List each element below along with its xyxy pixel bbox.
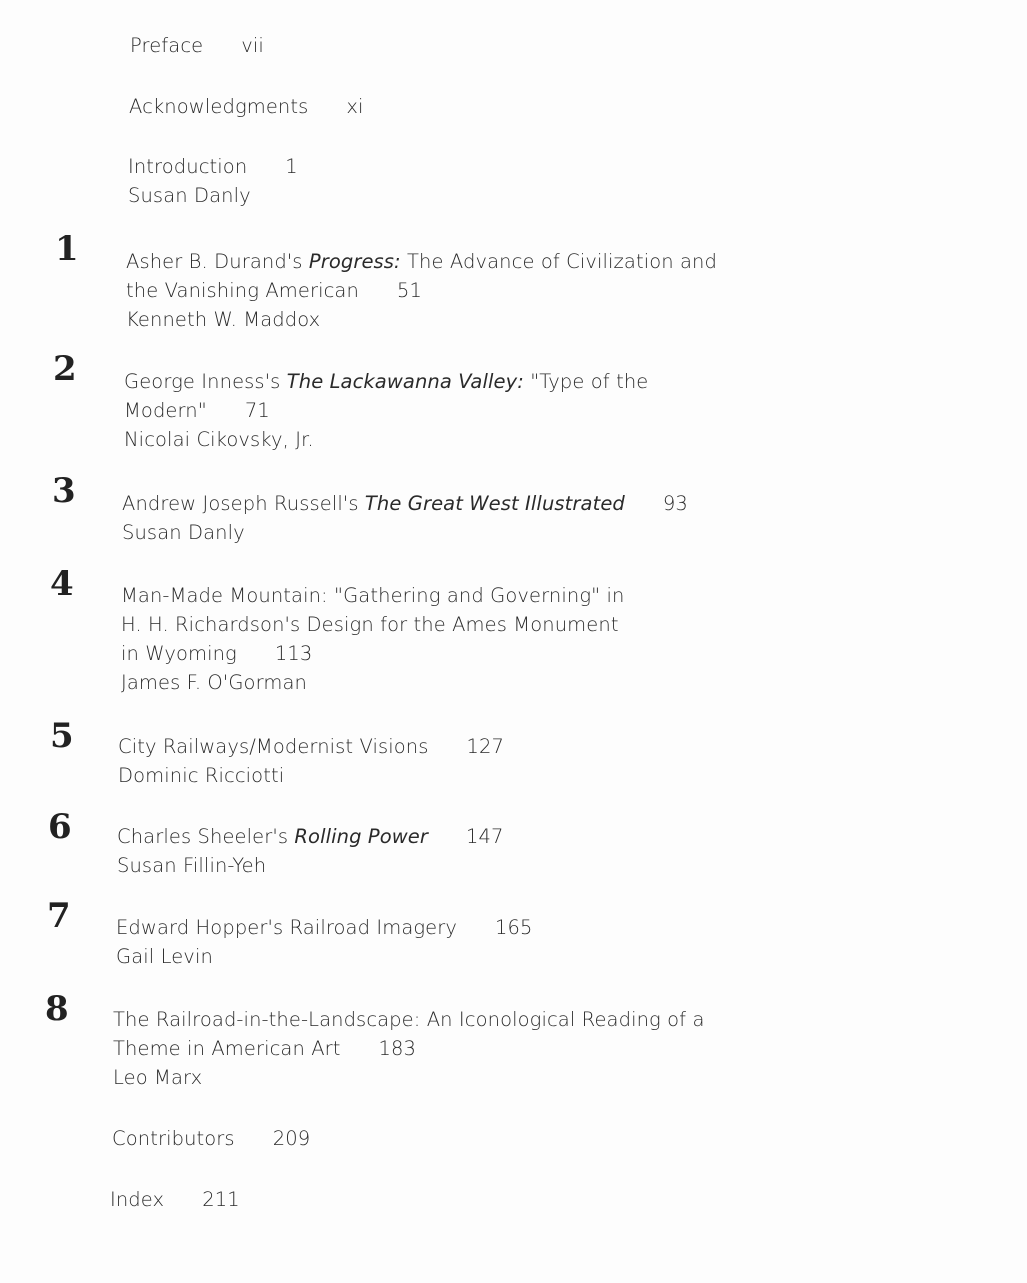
entry-page: 1	[285, 155, 298, 178]
toc-entry-chapter-1	[126, 247, 717, 334]
title-text: H. H. Richardson's Design for the Ames Monument	[121, 613, 619, 636]
entry-author: James F. O'Gorman	[121, 671, 307, 694]
title-text: the Vanishing American	[126, 279, 359, 302]
entry-title: Preface	[130, 34, 204, 57]
title-text: Asher B. Durand's	[126, 250, 309, 273]
entry-page: 183	[378, 1037, 417, 1060]
entry-page: 51	[396, 279, 422, 302]
title-italic: The Lackawanna Valley:	[286, 370, 524, 393]
chapter-number: 7	[47, 896, 71, 936]
title-text: Man-Made Mountain: "Gathering and Governing" in	[121, 584, 625, 607]
entry-title: Acknowledgments	[129, 95, 309, 118]
entry-author: Susan Danly	[128, 184, 251, 207]
chapter-number: 2	[53, 349, 77, 389]
title-text: Theme in American Art	[113, 1037, 341, 1060]
toc-entry-index	[110, 1185, 240, 1214]
toc-entry-preface	[130, 31, 264, 60]
toc-entry-acknowledgments	[129, 92, 364, 121]
toc-entry-chapter-4	[121, 581, 624, 697]
title-text: Charles Sheeler's	[117, 825, 295, 848]
title-text: Edward Hopper's Railroad Imagery	[116, 916, 458, 939]
entry-author: Nicolai Cikovsky, Jr.	[124, 428, 314, 451]
entry-author: Kenneth W. Maddox	[126, 308, 321, 331]
entry-page: 211	[202, 1188, 240, 1211]
chapter-number: 4	[50, 564, 74, 604]
entry-title: Index	[110, 1188, 165, 1211]
toc-entry-chapter-6	[117, 822, 504, 880]
entry-page: 209	[272, 1127, 311, 1150]
entry-author: Susan Fillin-Yeh	[117, 854, 267, 877]
title-text: "Type of the	[523, 370, 649, 393]
chapter-number: 8	[45, 989, 69, 1029]
title-text: in Wyoming	[121, 642, 237, 665]
entry-page: 93	[662, 492, 688, 515]
title-text: The Railroad-in-the-Landscape: An Iconological Reading of a	[113, 1008, 705, 1031]
chapter-number: 6	[48, 807, 72, 847]
chapter-number: 3	[52, 471, 76, 511]
title-italic: The Great West Illustrated	[364, 492, 625, 515]
title-italic: Progress:	[308, 250, 401, 273]
entry-author: Gail Levin	[116, 945, 213, 968]
title-text: Modern"	[124, 399, 207, 422]
title-text: City Railways/Modernist Visions	[118, 735, 429, 758]
entry-page: 147	[466, 825, 504, 848]
toc-entry-introduction	[128, 152, 298, 210]
toc-entry-chapter-3	[122, 489, 688, 547]
chapter-number: 5	[50, 716, 74, 756]
entry-author: Dominic Ricciotti	[118, 764, 285, 787]
entry-page: 165	[495, 916, 533, 939]
toc-entry-chapter-5	[118, 732, 504, 790]
title-text: The Advance of Civilization and	[400, 250, 717, 273]
chapter-number: 1	[55, 229, 79, 269]
entry-page: xi	[346, 95, 364, 118]
toc-entry-chapter-8	[113, 1005, 705, 1092]
title-italic: Rolling Power	[294, 825, 429, 848]
title-text: Andrew Joseph Russell's	[122, 492, 365, 515]
entry-author: Leo Marx	[113, 1066, 203, 1089]
toc-entry-chapter-7	[116, 913, 533, 971]
entry-page: 113	[274, 642, 313, 665]
entry-page: vii	[241, 34, 264, 57]
toc-entry-contributors	[112, 1124, 310, 1153]
entry-title: Introduction	[128, 155, 248, 178]
toc-entry-chapter-2	[124, 367, 648, 454]
title-text: George Inness's	[124, 370, 287, 393]
entry-title: Contributors	[112, 1127, 235, 1150]
entry-author: Susan Danly	[122, 521, 245, 544]
entry-page: 127	[466, 735, 505, 758]
entry-page: 71	[244, 399, 270, 422]
